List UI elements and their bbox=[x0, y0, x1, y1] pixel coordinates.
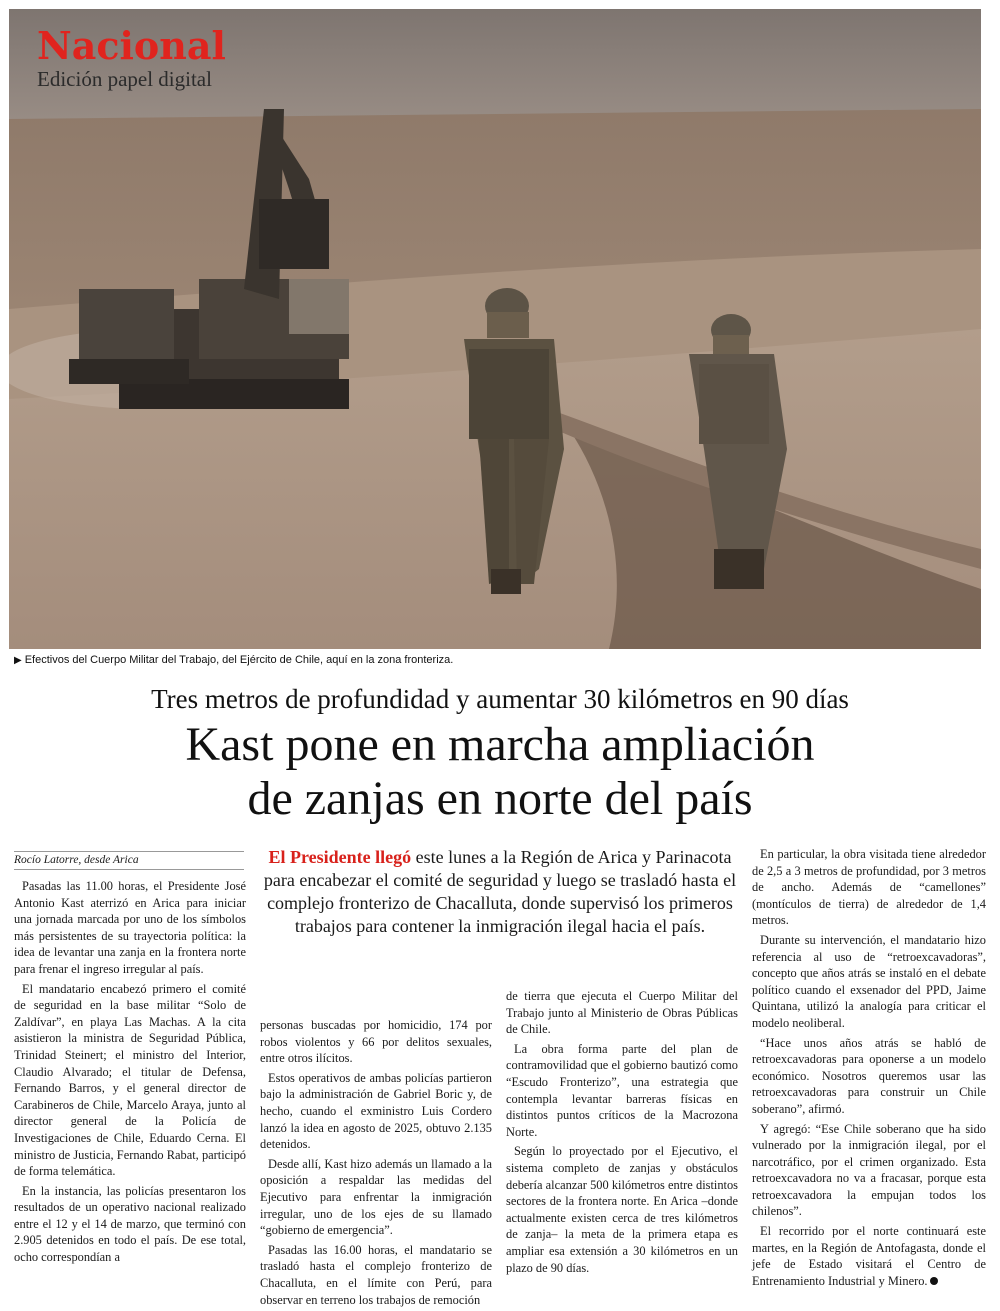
paragraph: “Hace unos años atrás se habló de retroexcavadoras para oponerse a un modelo económico. Nosotros queremos usar las retroexcavadoras para construir un Chile soberano”, afirmó. bbox=[752, 1035, 986, 1116]
triangle-right-icon: ▶ bbox=[14, 655, 22, 666]
lead-highlight: El Presidente llegó bbox=[268, 847, 412, 867]
paragraph-final bbox=[752, 1223, 986, 1289]
final-paragraph-text: El recorrido por el norte continuará este martes, en la Región de Antofagasta, donde el jefe de Estado visitará el Centro de Entrenamiento Industrial y Minero. bbox=[752, 1224, 986, 1288]
paragraph: Durante su intervención, el mandatario hizo referencia al uso de “retroexcavadoras”, concepto que años atrás se instaló en el debate político cuando el exsenador del PPD, Jaime Quintana, utilizó la analogía para criticar el modelo neoliberal. bbox=[752, 932, 986, 1030]
article-headline bbox=[0, 718, 1000, 826]
paragraph: El mandatario encabezó primero el comité de seguridad en la base militar “Solo de Zaldívar”, en playa Las Machas. A la cita asistieron la ministra de Seguridad Pública, Trinidad Steinert; el ministro del Interior, Claudio Alvarado; el titular de Defensa, Fernando Barros, y el general director de Carabineros de Chile, Marcelo Araya, junto al director general de la Policía de Investigaciones de Chile, Eduardo Cerna. El ministro de Justicia, Fernando Rabat, participó de forma telemática. bbox=[14, 981, 246, 1179]
column-4 bbox=[752, 846, 986, 1292]
paragraph: de tierra que ejecuta el Cuerpo Militar del Trabajo junto al Ministerio de Obras Públicas de Chile. bbox=[506, 989, 738, 1037]
desert-border-photo bbox=[9, 9, 981, 649]
edition-label: Edición papel digital bbox=[37, 67, 212, 91]
article-photo bbox=[9, 9, 981, 649]
article-kicker: Tres metros de profundidad y aumentar 30 kilómetros en 90 días bbox=[151, 684, 849, 714]
caption-text: Efectivos del Cuerpo Militar del Trabajo, del Ejército de Chile, aquí en la zona fronteriza. bbox=[24, 654, 454, 666]
byline: Rocío Latorre, desde Arica bbox=[14, 851, 244, 870]
paragraph: Pasadas las 11.00 horas, el Presidente José Antonio Kast aterrizó en Arica para iniciar una jornada marcada por uno de los símbolos más persistentes de su trayectoria política: la idea de levantar una zanja en la frontera norte para frenar el ingreso irregular al país. bbox=[14, 879, 246, 976]
paragraph: Y agregó: “Ese Chile soberano que ha sido vulnerado por la inmigración ilegal, por el narcotráfico, por el crimen organizado. Esta retroexcavadora no va a fracasar, porque esta retroexcavadora la empujan todos los chilenos”. bbox=[752, 1121, 986, 1219]
paragraph: Estos operativos de ambas policías partieron bajo la administración de Gabriel Boric y, de hecho, cuando el exministro Luis Cordero lanzó la idea en agosto de 2025, obtuvo 2.135 detenidos. bbox=[260, 1070, 492, 1152]
column-3 bbox=[506, 988, 738, 1279]
paragraph: Según lo proyectado por el Ejecutivo, el sistema completo de zanjas y obstáculos debería alcanzar 500 kilómetros entre distintos sectores de la frontera norte. En Arica –donde actualmente existen cerca de tres kilómetros de zanja– la meta de la primera etapa es ampliar esa extensión a 30 kilómetros en un plazo de 90 días. bbox=[506, 1144, 738, 1275]
end-of-article-icon bbox=[930, 1277, 938, 1285]
paragraph: personas buscadas por homicidio, 174 por robos violentos y 66 por delitos sexuales, entre otros ilícitos. bbox=[260, 1018, 492, 1066]
headline-line-1: Kast pone en marcha ampliación bbox=[185, 718, 815, 771]
paragraph: Desde allí, Kast hizo además un llamado a la oposición a respaldar las medidas del Ejecutivo para enfrentar la inmigración irregular, uno de los ejes de su llamado “gobierno de emergencia”. bbox=[260, 1156, 492, 1238]
paragraph: Pasadas las 16.00 horas, el mandatario se trasladó hasta el complejo fronterizo de Chacalluta, en el límite con Perú, para observar en terreno los trabajos de remoción bbox=[260, 1242, 492, 1307]
column-2 bbox=[260, 1017, 492, 1311]
paragraph: La obra forma parte del plan de contramovilidad que el gobierno bautizó como “Escudo Fronterizo”, una estrategia que contempla levantar barreras físicas en distintos puntos críticos de la Macrozona Norte. bbox=[506, 1041, 738, 1139]
paragraph: En particular, la obra visitada tiene alrededor de 2,5 a 3 metros de profundidad, por 3 metros de ancho. Además de “camellones” (montículos de tierra) de alrededor de 1,4 metros. bbox=[752, 847, 986, 928]
lead-text: este lunes a la Región de Arica y Parinacota para encabezar el comité de seguridad y luego se trasladó hasta el complejo fronterizo de Chacalluta, donde supervisó los primeros trabajos para contener la inmigración ilegal hacia el país. bbox=[263, 847, 737, 936]
article-lead bbox=[262, 846, 738, 938]
headline-line-2: de zanjas en norte del país bbox=[247, 772, 753, 825]
column-1 bbox=[14, 878, 246, 1269]
photo-caption bbox=[14, 654, 453, 666]
section-name: Nacional bbox=[37, 23, 226, 68]
paragraph: En la instancia, las policías presentaron los resultados de un operativo nacional realizado entre el 12 y el 14 de marzo, que terminó con 2.905 detenidos en todo el país. De ese total, ocho correspondían a bbox=[14, 1183, 246, 1265]
